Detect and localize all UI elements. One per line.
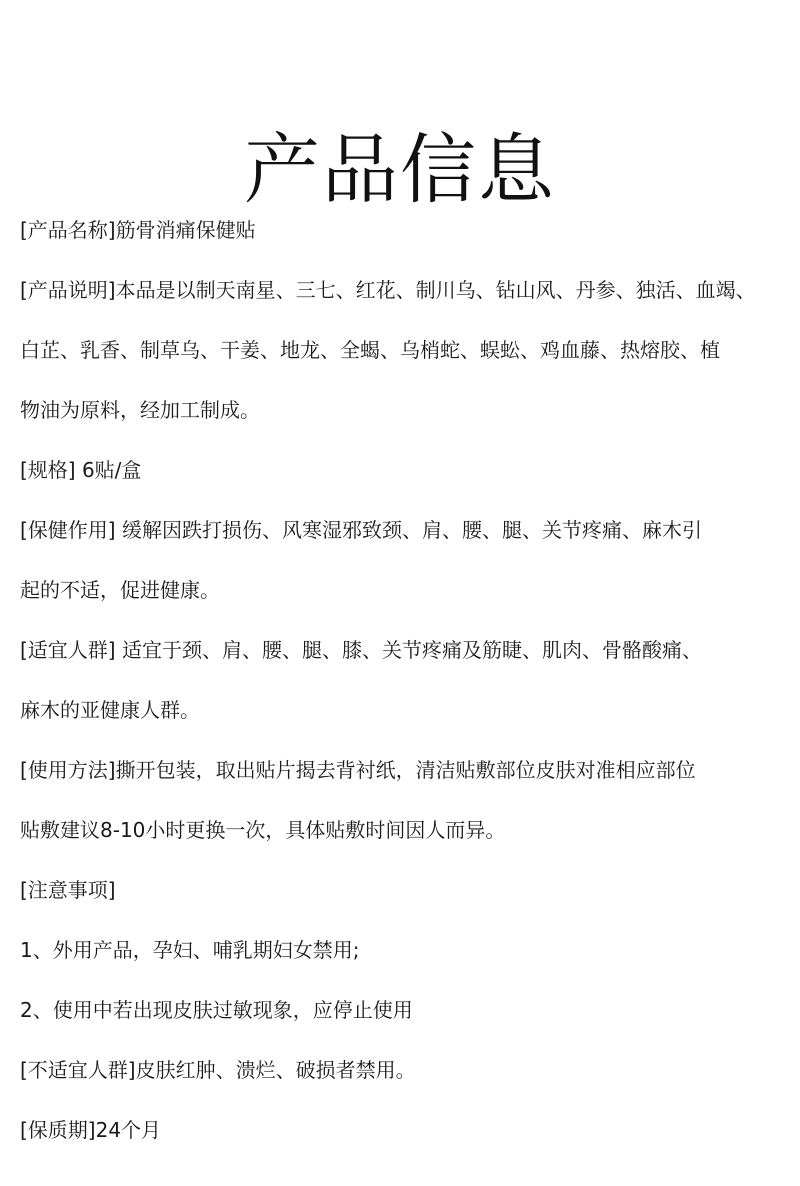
precaution-item-1: 1、外用产品，孕妇、哺乳期妇女禁用; — [20, 938, 360, 962]
product-description-line-2: 白芷、乳香、制草乌、干姜、地龙、全蝎、乌梢蛇、蜈蚣、鸡血藤、热熔胶、植 — [20, 338, 720, 362]
precautions-heading: [注意事项] — [20, 878, 116, 902]
page-title: 产品信息 — [244, 124, 556, 214]
usage-method-line-1: [使用方法]撕开包装，取出贴片揭去背衬纸，清洁贴敷部位皮肤对准相应部位 — [20, 758, 696, 782]
usage-method-line-2: 贴敷建议8-10小时更换一次，具体贴敷时间因人而异。 — [20, 818, 506, 842]
suitable-group-line-1: [适宜人群] 适宜于颈、肩、腰、腿、膝、关节疼痛及筋睫、肌肉、骨骼酸痛、 — [20, 638, 702, 662]
health-function-line-2: 起的不适，促进健康。 — [20, 578, 220, 602]
shelf-life-line: [保质期]24个月 — [20, 1118, 162, 1142]
unsuitable-group-line: [不适宜人群]皮肤红肿、溃烂、破损者禁用。 — [20, 1058, 416, 1082]
product-name-line: [产品名称]筋骨消痛保健贴 — [20, 218, 256, 242]
health-function-line-1: [保健作用] 缓解因跌打损伤、风寒湿邪致颈、肩、腰、腿、关节疼痛、麻木引 — [20, 518, 702, 542]
specification-line: [规格] 6贴/盒 — [20, 458, 142, 482]
precaution-item-2: 2、使用中若出现皮肤过敏现象，应停止使用 — [20, 998, 413, 1022]
suitable-group-line-2: 麻木的亚健康人群。 — [20, 698, 200, 722]
product-description-line-3: 物油为原料，经加工制成。 — [20, 398, 260, 422]
product-description-line-1: [产品说明]本品是以制天南星、三七、红花、制川乌、钻山风、丹参、独活、血竭、 — [20, 278, 756, 302]
